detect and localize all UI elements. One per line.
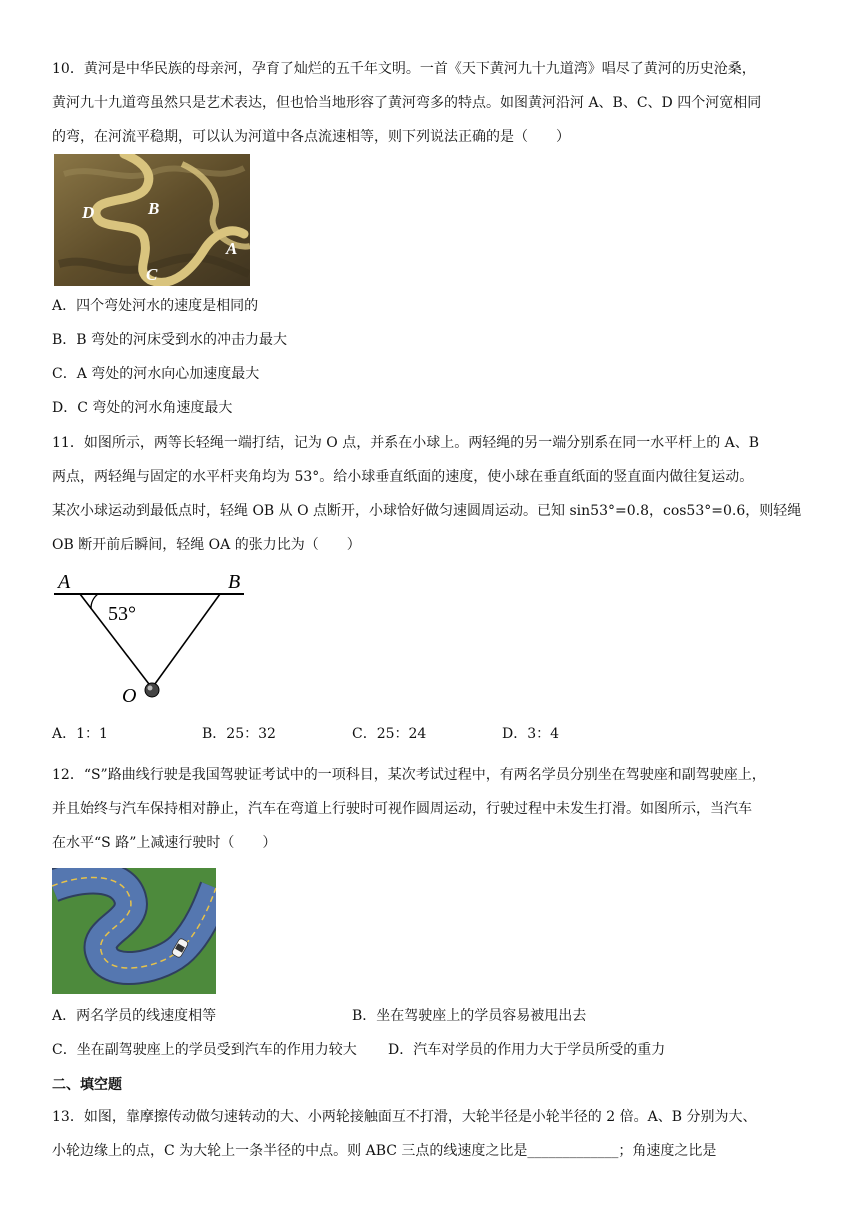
q11-line-1: 11．如图所示，两等长轻绳一端打结，记为 O 点，并系在小球上。两轻绳的另一端分别系在同一水平杆上的 A、B [52, 435, 760, 451]
q10-option-b[interactable]: B．B 弯处的河床受到水的冲击力最大 [52, 332, 288, 348]
q13-line-1: 13．如图，靠摩擦传动做匀速转动的大、小两轮接触面互不打滑，大轮半径是小轮半径的 2 倍。A、B 分别为大、 [52, 1109, 757, 1125]
q11-line-2: 两点，两轻绳与固定的水平杆夹角均为 53°。给小球垂直纸面的速度，使小球在垂直纸面的竖直面内做往复运动。 [52, 469, 754, 485]
q10-line-3: 的弯，在河流平稳期，可以认为河道中各点流速相等，则下列说法正确的是（ ） [52, 129, 570, 145]
label-b: B [228, 571, 241, 593]
angle-label: 53° [108, 603, 136, 625]
q10-option-a[interactable]: A．四个弯处河水的速度是相同的 [52, 298, 259, 314]
yellow-river-photo [54, 154, 250, 286]
q11-line-3: 某次小球运动到最低点时，轻绳 OB 从 O 点断开，小球恰好做匀速圆周运动。已知 sin53°=0.8，cos53°=0.6，则轻绳 [52, 503, 802, 519]
q10-option-c[interactable]: C．A 弯处的河水向心加速度最大 [52, 366, 260, 382]
q12-option-a[interactable]: A．两名学员的线速度相等 [52, 1008, 217, 1024]
label-c: C [146, 265, 158, 284]
q12-option-d[interactable]: D．汽车对学员的作用力大于学员所受的重力 [388, 1042, 666, 1058]
label-o: O [122, 685, 137, 707]
q11-option-d[interactable]: D．3：4 [502, 726, 560, 742]
q10-line-2: 黄河九十九道弯虽然只是艺术表达，但也恰当地形容了黄河弯多的特点。如图黄河沿河 A、B、C、D 四个河宽相同 [52, 95, 762, 111]
s-road-figure [52, 868, 216, 994]
q12-line-2: 并且始终与汽车保持相对静止，汽车在弯道上行驶时可视作圆周运动，行驶过程中未发生打滑。如图所示，当汽车 [52, 801, 752, 817]
q12-line-3: 在水平“S 路”上减速行驶时（ ） [52, 835, 277, 851]
q10-line-1: 10．黄河是中华民族的母亲河，孕育了灿烂的五千年文明。一首《天下黄河九十九道湾》唱尽了黄河的历史沧桑， [52, 61, 756, 77]
q12-option-b[interactable]: B．坐在驾驶座上的学员容易被甩出去 [352, 1008, 587, 1024]
label-a: A [226, 239, 238, 258]
section-title: 二、填空题 [52, 1077, 122, 1093]
rope-diagram [54, 568, 254, 708]
q12-line-1: 12．“S”路曲线行驶是我国驾驶证考试中的一项科目，某次考试过程中，有两名学员分别坐在驾驶座和副驾驶座上， [52, 767, 766, 783]
q11-option-a[interactable]: A．1：1 [52, 726, 108, 742]
q12-option-c[interactable]: C．坐在副驾驶座上的学员受到汽车的作用力较大 [52, 1042, 357, 1058]
q11-line-4: OB 断开前后瞬间，轻绳 OA 的张力比为（ ） [52, 537, 361, 553]
label-a: A [58, 571, 71, 593]
q13-line-2: 小轮边缘上的点，C 为大轮上一条半径的中点。则 ABC 三点的线速度之比是_____________；角速度之比是 [52, 1143, 717, 1159]
q10-option-d[interactable]: D．C 弯处的河水角速度最大 [52, 400, 233, 416]
q11-option-b[interactable]: B．25：32 [202, 726, 276, 742]
label-b: B [148, 199, 160, 218]
label-d: D [82, 203, 95, 222]
q11-option-c[interactable]: C．25：24 [352, 726, 427, 742]
